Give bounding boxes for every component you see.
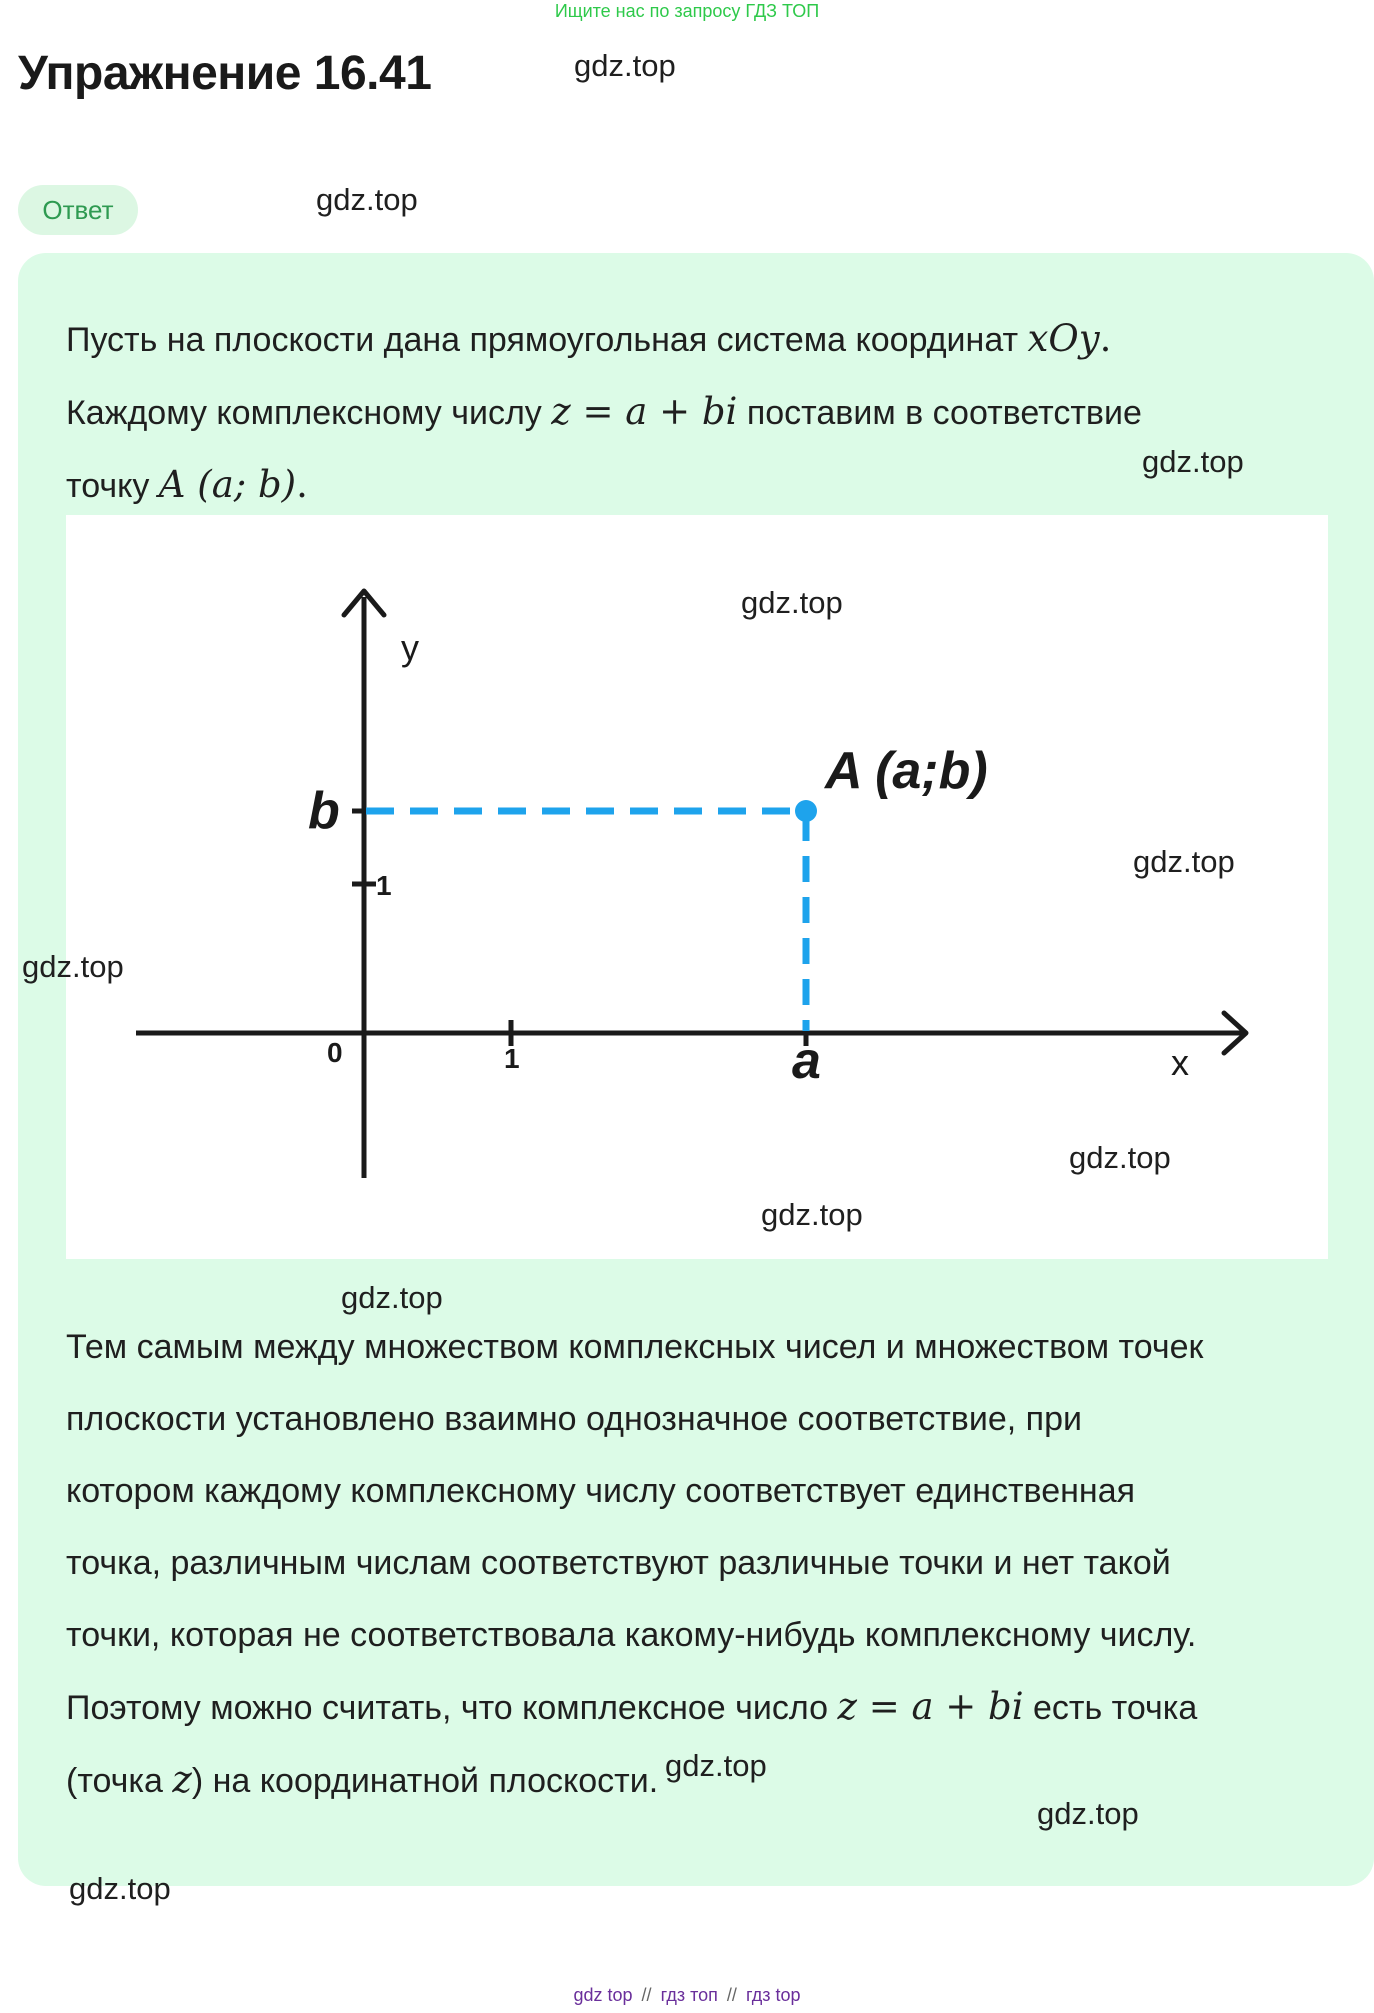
footer-separator: //	[726, 1985, 737, 2005]
origin-label: 0	[327, 1037, 343, 1068]
point-a-marker	[795, 800, 817, 822]
y-axis-label: y	[401, 627, 419, 668]
intro-line-1-text: Пусть на плоскости дана прямоугольная система координат	[66, 321, 1019, 359]
footer-links	[0, 1985, 1374, 2006]
watermark: gdz.top	[316, 182, 418, 217]
conclusion-line-7-tail: ) на координатной плоскости.	[191, 1762, 659, 1800]
watermark: gdz.top	[761, 1197, 863, 1232]
conclusion-line-7-open: (точка	[66, 1762, 163, 1800]
watermark: gdz.top	[1037, 1796, 1139, 1831]
search-hint-banner[interactable]: Ищите нас по запросу ГДЗ ТОП	[554, 1, 820, 21]
point-z-formula: z	[172, 1758, 192, 1801]
watermark: gdz.top	[1133, 844, 1235, 879]
answer-card	[18, 253, 1374, 1886]
intro-line-2-tail: поставим в соответствие	[746, 394, 1142, 432]
answer-badge[interactable]: Ответ	[18, 185, 138, 235]
watermark: gdz.top	[341, 1280, 443, 1315]
watermark: gdz.top	[574, 48, 676, 83]
footer-link-gdz-top[interactable]: gdz top	[573, 1985, 633, 2005]
conclusion-line-6-text: Поэтому можно считать, что комплексное число	[66, 1689, 828, 1727]
intro-line-3-period: .	[296, 463, 308, 506]
intro-line-3-text: точку	[66, 467, 150, 505]
footer-link-gdz-top-mixed[interactable]: гдз top	[745, 1985, 801, 2005]
conclusion-paragraph	[66, 1311, 1356, 1817]
watermark: gdz.top	[1069, 1140, 1171, 1175]
footer-link-gdz-top-ru[interactable]: гдз топ	[660, 1985, 718, 2005]
conclusion-line-6-tail: есть точка	[1033, 1689, 1198, 1727]
watermark: gdz.top	[22, 949, 124, 984]
intro-paragraph	[66, 303, 1356, 522]
x-axis-label: x	[1171, 1042, 1189, 1083]
b-label: b	[308, 782, 340, 840]
page-title: Упражнение 16.41	[18, 47, 432, 100]
complex-number-formula: z = a + bi	[551, 390, 738, 433]
watermark: gdz.top	[1142, 444, 1244, 479]
x-tick-1-label: 1	[504, 1043, 520, 1074]
watermark: gdz.top	[69, 1871, 171, 1906]
a-label: a	[792, 1032, 821, 1090]
footer-separator: //	[641, 1985, 652, 2005]
point-formula: A (a; b)	[158, 463, 297, 506]
conclusion-line: плоскости установлено взаимно однозначное соответствие, при	[66, 1400, 1082, 1438]
conclusion-line: точка, различным числам соответствуют различные точки и нет такой	[66, 1544, 1171, 1582]
conclusion-line: Тем самым между множеством комплексных чисел и множеством точек	[66, 1328, 1204, 1366]
conclusion-line: котором каждому комплексному числу соответствует единственная	[66, 1472, 1136, 1510]
watermark: gdz.top	[741, 585, 843, 620]
conclusion-line-6	[66, 1671, 1356, 1744]
watermark: gdz.top	[665, 1748, 767, 1783]
y-tick-1-label: 1	[376, 870, 392, 901]
conclusion-line: точки, которая не соответствовала какому-нибудь комплексному числу.	[66, 1616, 1197, 1654]
complex-number-point-formula: z = a + bi	[837, 1685, 1024, 1728]
intro-line-1-period: .	[1099, 317, 1112, 360]
point-a-label: A (a;b)	[825, 742, 988, 800]
intro-line-2-text: Каждому комплексному числу	[66, 394, 542, 432]
coordinate-system-formula: xOy	[1027, 317, 1100, 360]
